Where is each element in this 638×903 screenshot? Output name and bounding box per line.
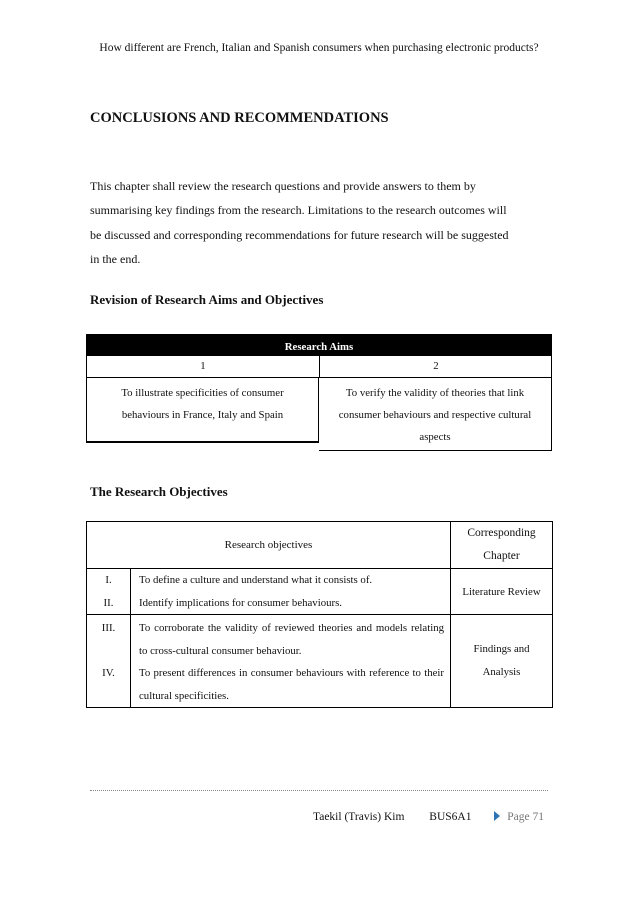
footer-author: Taekil (Travis) Kim	[313, 811, 405, 823]
objective-text: To define a culture and understand what it consists of.	[139, 574, 373, 586]
research-objectives-table	[86, 521, 553, 708]
intro-line: summarising key findings from the research. Limitations to the research outcomes will	[90, 203, 507, 218]
triangle-right-icon	[494, 811, 500, 821]
footer-page-number: Page 71	[507, 811, 544, 823]
aims-number-row	[86, 356, 552, 377]
intro-line: This chapter shall review the research questions and provide answers to them by	[90, 179, 476, 193]
objective-text: To corroborate the validity of reviewed theories and models relating to cross-cultural consumer behaviour.	[139, 622, 444, 657]
objectives-header-row	[87, 522, 553, 569]
objectives-row-group-1	[87, 569, 553, 615]
aims-table-title: Research Aims	[86, 334, 552, 356]
objectives-row-group-2	[87, 615, 553, 708]
objective-text: Identify implications for consumer behaviours.	[139, 596, 342, 609]
objectives-heading: The Research Objectives	[90, 484, 228, 499]
objective-number: IV.	[102, 667, 115, 679]
col-chapter-header	[451, 522, 553, 569]
chapter-findings	[451, 615, 553, 708]
aim-line: behaviours in France, Italy and Spain	[121, 409, 284, 421]
footer-divider	[90, 790, 548, 791]
objective-numbers	[87, 569, 131, 615]
aim-number: 2	[433, 360, 439, 372]
intro-paragraph	[90, 174, 548, 271]
objective-number: II.	[103, 596, 114, 609]
col-objectives-header: Research objectives	[87, 522, 451, 569]
aims-body-row	[86, 377, 552, 451]
chapter-line: Analysis	[482, 666, 521, 678]
objective-numbers	[87, 615, 131, 708]
aims-heading: Revision of Research Aims and Objectives	[90, 292, 324, 307]
chapter-header-line: Chapter	[483, 550, 520, 562]
chapter-title: CONCLUSIONS AND RECOMMENDATIONS	[90, 110, 389, 126]
chapter-line: Findings and	[473, 643, 530, 655]
running-header: How different are French, Italian and Spanish consumers when purchasing electronic products?	[99, 42, 539, 54]
page-footer	[313, 811, 544, 823]
objective-texts	[131, 615, 451, 708]
objective-number: III.	[101, 622, 116, 634]
research-aims-table	[86, 334, 552, 451]
aim-number: 1	[87, 356, 320, 377]
objective-text: To present differences in consumer behaviours with reference to their cultural specificities.	[139, 667, 444, 702]
intro-line: be discussed and corresponding recommendations for future research will be suggested	[90, 227, 509, 242]
aim-line: consumer behaviours and respective cultural	[338, 409, 532, 421]
chapter-literature-review: Literature Review	[451, 569, 553, 615]
aim-line: aspects	[419, 431, 451, 443]
objective-texts	[131, 569, 451, 615]
footer-course-code: BUS6A1	[429, 811, 472, 823]
aim-line: To verify the validity of theories that link	[345, 387, 525, 399]
aim-line: To illustrate specificities of consumer	[121, 387, 284, 399]
objective-number: I.	[105, 574, 112, 586]
intro-line: in the end.	[90, 251, 141, 266]
aim-cell-2	[319, 377, 552, 451]
aim-cell-1	[86, 377, 319, 443]
chapter-header-line: Corresponding	[467, 527, 536, 539]
